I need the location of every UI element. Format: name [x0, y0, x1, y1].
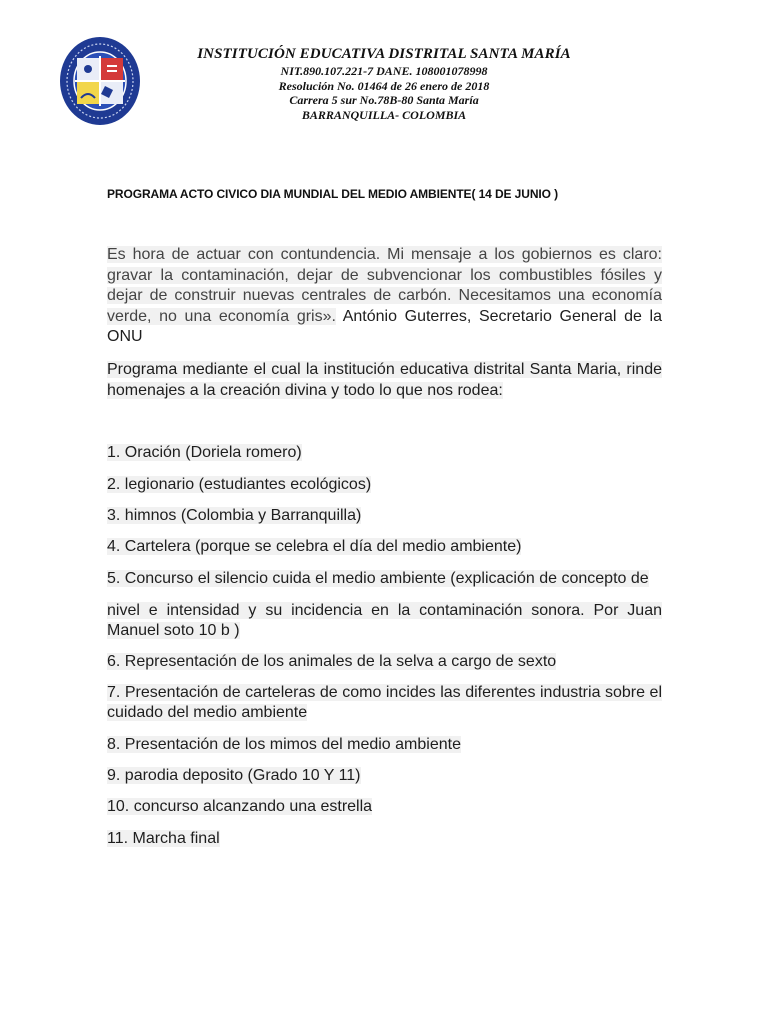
- program-item: 4. Cartelera (porque se celebra el día del medio ambiente): [107, 538, 522, 555]
- program-item: 11. Marcha final: [107, 830, 220, 847]
- quote-paragraph: [107, 245, 662, 348]
- intro-text: Programa mediante el cual la institución educativa distrital Santa Maria, rinde homenajes a la creación divina y todo lo que nos rodea:: [107, 361, 662, 399]
- program-title: PROGRAMA ACTO CIVICO DIA MUNDIAL DEL MEDIO AMBIENTE( 14 DE JUNIO ): [107, 187, 558, 201]
- quote-author: António Guterres, Secretario General de la ONU: [107, 307, 662, 345]
- intro-paragraph: [107, 359, 662, 401]
- program-item-continuation: nivel e intensidad y su incidencia en la contaminación sonora. Por Juan Manuel soto 10 b ): [107, 602, 662, 639]
- program-item: 6. Representación de los animales de la selva a cargo de sexto: [107, 653, 557, 670]
- program-item: 7. Presentación de carteleras de como incides las diferentes industria sobre el cuidado del medio ambiente: [107, 684, 662, 721]
- quote-text: Es hora de actuar con contundencia. Mi mensaje a los gobiernos es claro: gravar la contaminación, dejar de subvencionar los combustibles fósiles y dejar de construir nuevas centrales de carbón. Necesitamos una economía verde, no una economía gris».: [107, 246, 662, 325]
- program-item: 10. concurso alcanzando una estrella: [107, 798, 373, 815]
- resolution-line: Resolución No. 01464 de 26 enero de 2018: [278, 78, 490, 93]
- nit-line: NIT.890.107.221-7 DANE. 108001078998: [280, 64, 488, 78]
- program-item: 9. parodia deposito (Grado 10 Y 11): [107, 767, 361, 784]
- program-item: 8. Presentación de los mimos del medio ambiente: [107, 736, 461, 753]
- program-item: 2. legionario (estudiantes ecológicos): [107, 476, 372, 493]
- city-line: BARRANQUILLA- COLOMBIA: [301, 107, 467, 122]
- program-item: 1. Oración (Doriela romero): [107, 444, 302, 461]
- institution-header: [180, 44, 588, 122]
- program-item: 3. himnos (Colombia y Barranquilla): [107, 507, 362, 524]
- institution-name: INSTITUCIÓN EDUCATIVA DISTRITAL SANTA MARÍA: [197, 46, 571, 62]
- program-item: 5. Concurso el silencio cuida el medio ambiente (explicación de concepto de: [107, 570, 649, 587]
- address-line: Carrera 5 sur No.78B-80 Santa María: [289, 93, 479, 107]
- school-logo: [59, 36, 141, 126]
